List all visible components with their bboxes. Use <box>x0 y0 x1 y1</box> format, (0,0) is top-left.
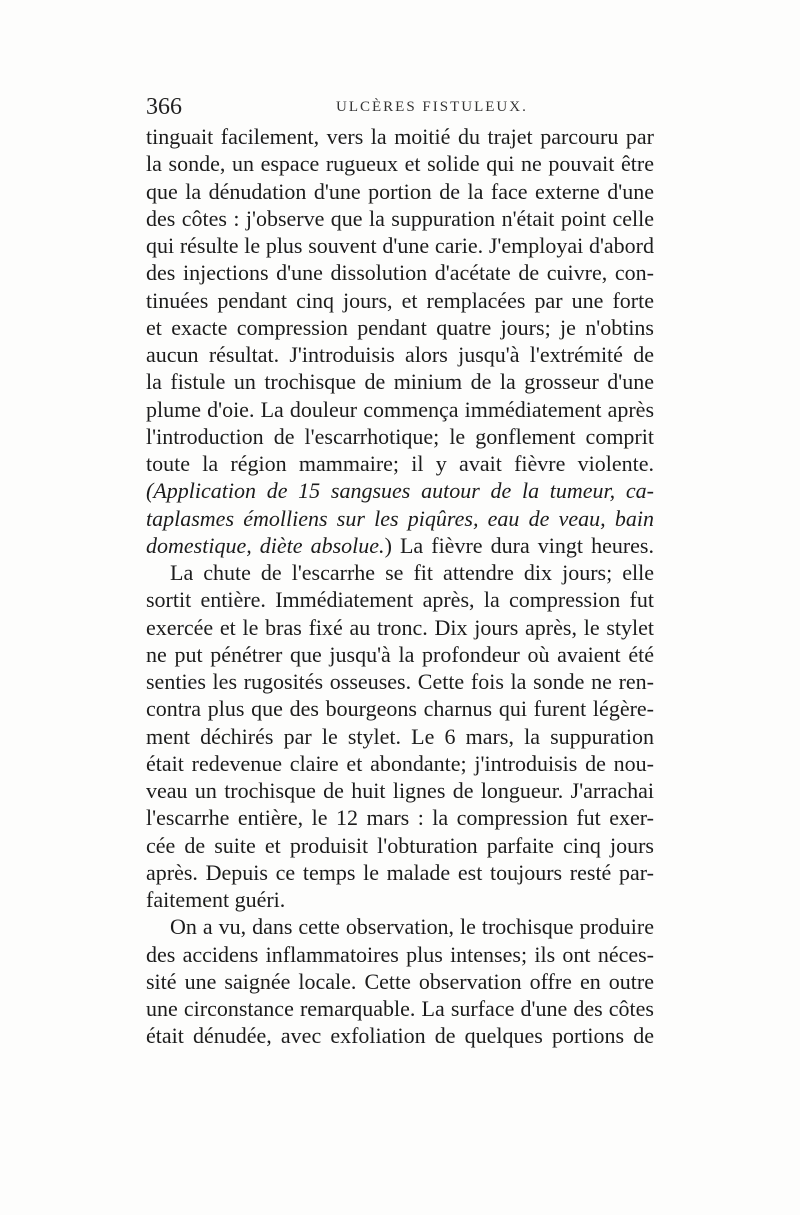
italic-part: domestique, diète absolue. <box>146 532 385 558</box>
italic-segment <box>146 533 654 558</box>
roman-part: ) La fièvre dura vingt heures. <box>384 532 654 558</box>
text-line: des injections d'une dissolution d'acétate de cuivre, con- <box>146 260 654 286</box>
running-head: ULCÈRES FISTULEUX. <box>336 99 528 115</box>
text-line: tinuées pendant cinq jours, et remplacées par une forte <box>146 287 654 313</box>
text-line: contra plus que des bourgeons charnus qui furent légère- <box>146 696 654 722</box>
text-line: aucun résultat. J'introduisis alors jusqu'à l'extrémité de <box>146 342 654 367</box>
page-number: 366 <box>146 94 182 120</box>
text-line: des côtes : j'observe que la suppuration n'était point celle <box>146 205 654 231</box>
text-line: et exacte compression pendant quatre jours; je n'obtins <box>146 314 654 340</box>
paragraph-end-line: faitement guéri. <box>146 887 286 912</box>
text-line: exercée et le bras fixé au tronc. Dix jours après, le stylet <box>146 614 654 640</box>
text-line: était dénudée, avec exfoliation de quelques portions de <box>146 1023 654 1049</box>
body-text <box>146 123 654 1050</box>
text-line: l'introduction de l'escarrhotique; le gonflement comprit <box>146 423 654 449</box>
text-line: toute la région mammaire; il y avait fièvre violente. <box>146 451 654 476</box>
text-line: cée de suite et produisit l'obturation parfaite cinq jours <box>146 832 654 858</box>
text-line: que la dénudation d'une portion de la face externe d'une <box>146 178 654 204</box>
text-line: une circonstance remarquable. La surface d'une des côtes <box>146 996 654 1021</box>
text-line: ne put pénétrer que jusqu'à la profondeur où avaient été <box>146 641 654 667</box>
text-line: senties les rugosités osseuses. Cette fois la sonde ne ren- <box>146 669 654 694</box>
paragraph-start-line: La chute de l'escarrhe se fit attendre dix jours; elle <box>170 560 654 585</box>
text-line: sortit entière. Immédiatement après, la compression fut <box>146 587 654 613</box>
text-line: était redevenue claire et abondante; j'introduisis de nou- <box>146 750 654 776</box>
text-line: l'escarrhe entière, le 12 mars : la compression fut exer- <box>146 805 654 831</box>
paragraph-start-line: On a vu, dans cette observation, le trochisque produire <box>170 914 654 940</box>
text-line: la fistule un trochisque de minium de la grosseur d'une <box>146 369 654 395</box>
text-line: des accidens inflammatoires plus intenses; ils ont néces- <box>146 941 654 967</box>
text-line-italic: taplasmes émolliens sur les piqûres, eau de veau, bain <box>146 505 654 531</box>
text-line: ment déchirés par le stylet. Le 6 mars, la suppuration <box>146 723 654 749</box>
text-line-mixed <box>146 532 654 559</box>
text-line: la sonde, un espace rugueux et solide qui ne pouvait être <box>146 151 654 177</box>
text-line: veau un trochisque de huit lignes de longueur. J'arrachai <box>146 778 654 803</box>
text-line: qui résulte le plus souvent d'une carie. J'employai d'abord <box>146 233 654 258</box>
text-line: sité une saignée locale. Cette observation offre en outre <box>146 968 654 994</box>
text-line: plume d'oie. La douleur commença immédiatement après <box>146 396 654 422</box>
text-line-italic: (Application de 15 sangsues autour de la tumeur, ca- <box>146 478 654 504</box>
text-line: après. Depuis ce temps le malade est toujours resté par- <box>146 859 654 885</box>
text-line: tinguait facilement, vers la moitié du trajet parcouru par <box>146 124 654 149</box>
page-header <box>146 94 656 122</box>
